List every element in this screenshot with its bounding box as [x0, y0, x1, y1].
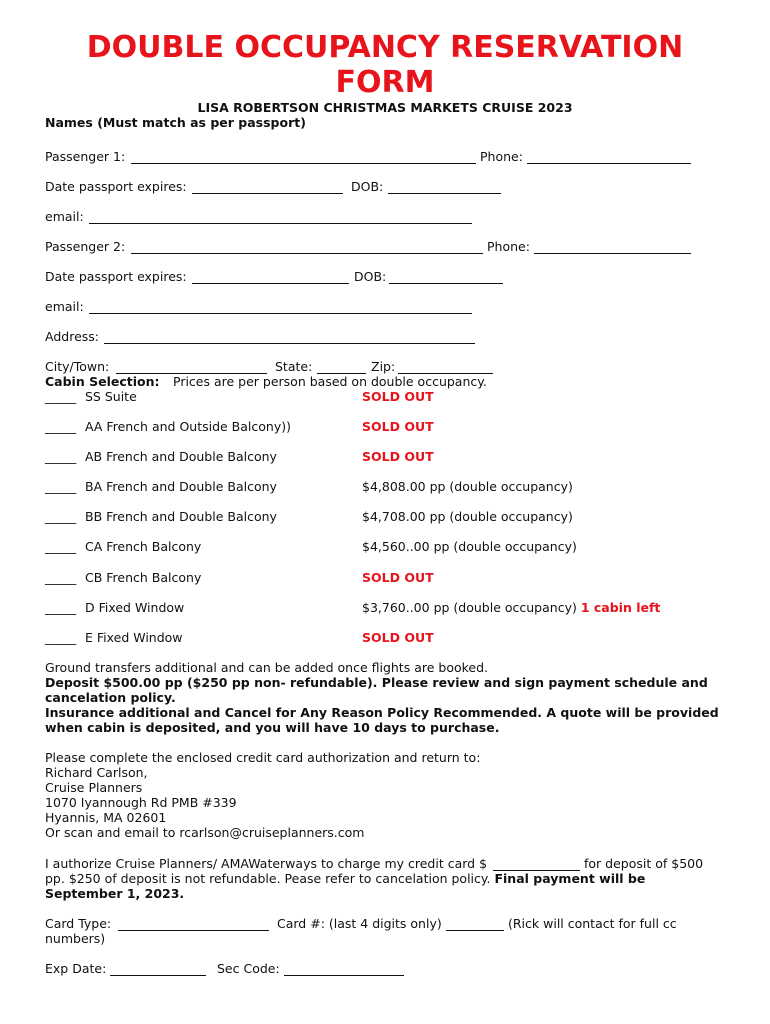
passenger-2-phone-label: Phone:: [487, 239, 530, 254]
ground-transfers-note: Ground transfers additional and can be added once flights are booked.: [45, 660, 489, 675]
passenger-1-phone-label: Phone:: [480, 149, 523, 164]
card-number-note-2: numbers): [45, 931, 106, 946]
address-field[interactable]: [104, 343, 475, 344]
deposit-note-line-1: Deposit $500.00 pp ($250 pp non- refundable). Please review and sign payment schedule and: [45, 675, 708, 690]
authorization-text-2: for deposit of $500: [584, 856, 704, 871]
passenger-1-label: Passenger 1:: [45, 149, 126, 164]
cabin-price-text: $4,560..00 pp (double occupancy): [362, 539, 577, 554]
address-label: Address:: [45, 329, 99, 344]
passenger-2-label: Passenger 2:: [45, 239, 126, 254]
sec-code-field[interactable]: [284, 975, 404, 976]
return-company: Cruise Planners: [45, 780, 143, 795]
cabin-price-text: $3,760..00 pp (double occupancy): [362, 600, 577, 615]
cabin-price-text: SOLD OUT: [362, 389, 434, 404]
card-type-label: Card Type:: [45, 916, 112, 931]
form-title-line-1: DOUBLE OCCUPANCY RESERVATION: [86, 30, 684, 65]
passenger-1-passport-field[interactable]: [192, 193, 343, 194]
cabin-price-text: SOLD OUT: [362, 630, 434, 645]
passenger-1-email-label: email:: [45, 209, 84, 224]
sec-code-label: Sec Code:: [217, 961, 280, 976]
cabin-price-text: SOLD OUT: [362, 570, 434, 585]
cabin-checkbox-blank[interactable]: _____: [45, 449, 77, 464]
return-email-line: Or scan and email to rcarlson@cruiseplanners.com: [45, 825, 365, 840]
cabin-checkbox-blank[interactable]: _____: [45, 419, 77, 434]
cabin-selection-heading: Cabin Selection:: [45, 374, 160, 389]
insurance-note-line-2: when cabin is deposited, and you will have 10 days to purchase.: [45, 720, 500, 735]
cabin-price-text: SOLD OUT: [362, 449, 434, 464]
state-label: State:: [275, 359, 313, 374]
passenger-1-dob-label: DOB:: [351, 179, 384, 194]
cabin-checkbox-blank[interactable]: _____: [45, 389, 77, 404]
cabin-name: E Fixed Window: [85, 630, 183, 645]
card-number-field[interactable]: [446, 930, 504, 931]
passenger-1-passport-label: Date passport expires:: [45, 179, 187, 194]
passenger-2-email-label: email:: [45, 299, 84, 314]
cabin-price: [362, 600, 660, 615]
cabin-price-text: SOLD OUT: [362, 419, 434, 434]
sold-out-badge: [362, 449, 434, 464]
passenger-1-phone-field[interactable]: [527, 163, 691, 164]
cabin-price: [362, 539, 577, 554]
card-number-label: Card #: (last 4 digits only): [277, 916, 442, 931]
sold-out-badge: [362, 389, 434, 404]
cabin-price-text: $4,708.00 pp (double occupancy): [362, 509, 573, 524]
passenger-1-dob-field[interactable]: [388, 193, 501, 194]
passenger-1-email-field[interactable]: [89, 223, 472, 224]
cruise-subtitle: LISA ROBERTSON CHRISTMAS MARKETS CRUISE 2023: [197, 100, 573, 115]
cabin-name: CA French Balcony: [85, 539, 202, 554]
cabin-checkbox-blank[interactable]: _____: [45, 570, 77, 585]
passenger-2-dob-field[interactable]: [389, 283, 503, 284]
cabin-name: BB French and Double Balcony: [85, 509, 277, 524]
cabin-price: [362, 509, 573, 524]
cabin-checkbox-blank[interactable]: _____: [45, 630, 77, 645]
cabin-name: CB French Balcony: [85, 570, 202, 585]
cabin-checkbox-blank[interactable]: _____: [45, 539, 77, 554]
city-label: City/Town:: [45, 359, 110, 374]
insurance-note-line-1: Insurance additional and Cancel for Any Reason Policy Recommended. A quote will be provided: [45, 705, 719, 720]
sold-out-badge: [362, 419, 434, 434]
authorization-line-2: [45, 871, 645, 886]
sold-out-badge: [362, 630, 434, 645]
cabin-name: D Fixed Window: [85, 600, 185, 615]
cabin-checkbox-blank[interactable]: _____: [45, 479, 77, 494]
cabin-availability-note: 1 cabin left: [580, 600, 661, 615]
cabin-price: [362, 479, 573, 494]
passenger-2-passport-label: Date passport expires:: [45, 269, 187, 284]
form-title-line-2: FORM: [335, 65, 435, 100]
exp-date-field[interactable]: [110, 975, 206, 976]
cabin-name: BA French and Double Balcony: [85, 479, 277, 494]
final-payment-note: Final payment will be: [494, 871, 646, 886]
return-city: Hyannis, MA 02601: [45, 810, 167, 825]
passenger-2-passport-field[interactable]: [192, 283, 349, 284]
passenger-2-dob-label: DOB:: [354, 269, 387, 284]
cabin-name: AB French and Double Balcony: [85, 449, 277, 464]
card-number-note: (Rick will contact for full cc: [508, 916, 677, 931]
exp-date-label: Exp Date:: [45, 961, 107, 976]
cabin-selection-note: Prices are per person based on double occupancy.: [173, 374, 487, 389]
passenger-2-email-field[interactable]: [89, 313, 472, 314]
final-payment-date: September 1, 2023.: [45, 886, 185, 901]
return-intro: Please complete the enclosed credit card authorization and return to:: [45, 750, 481, 765]
cabin-checkbox-blank[interactable]: _____: [45, 509, 77, 524]
zip-label: Zip:: [371, 359, 396, 374]
deposit-note-line-2: cancelation policy.: [45, 690, 176, 705]
cabin-name: AA French and Outside Balcony)): [85, 419, 291, 434]
return-name: Richard Carlson,: [45, 765, 148, 780]
return-street: 1070 Iyannough Rd PMB #339: [45, 795, 237, 810]
cabin-price-text: $4,808.00 pp (double occupancy): [362, 479, 573, 494]
cabin-checkbox-blank[interactable]: _____: [45, 600, 77, 615]
passenger-2-phone-field[interactable]: [534, 253, 691, 254]
names-heading: Names (Must match as per passport): [45, 115, 306, 130]
authorization-text-1: I authorize Cruise Planners/ AMAWaterways to charge my credit card $: [45, 856, 488, 871]
passenger-1-name-field[interactable]: [131, 163, 476, 164]
cabin-name: SS Suite: [85, 389, 137, 404]
passenger-2-name-field[interactable]: [131, 253, 483, 254]
refund-note: pp. $250 of deposit is not refundable. Pease refer to cancelation policy.: [45, 871, 491, 886]
card-type-field[interactable]: [118, 930, 269, 931]
sold-out-badge: [362, 570, 434, 585]
